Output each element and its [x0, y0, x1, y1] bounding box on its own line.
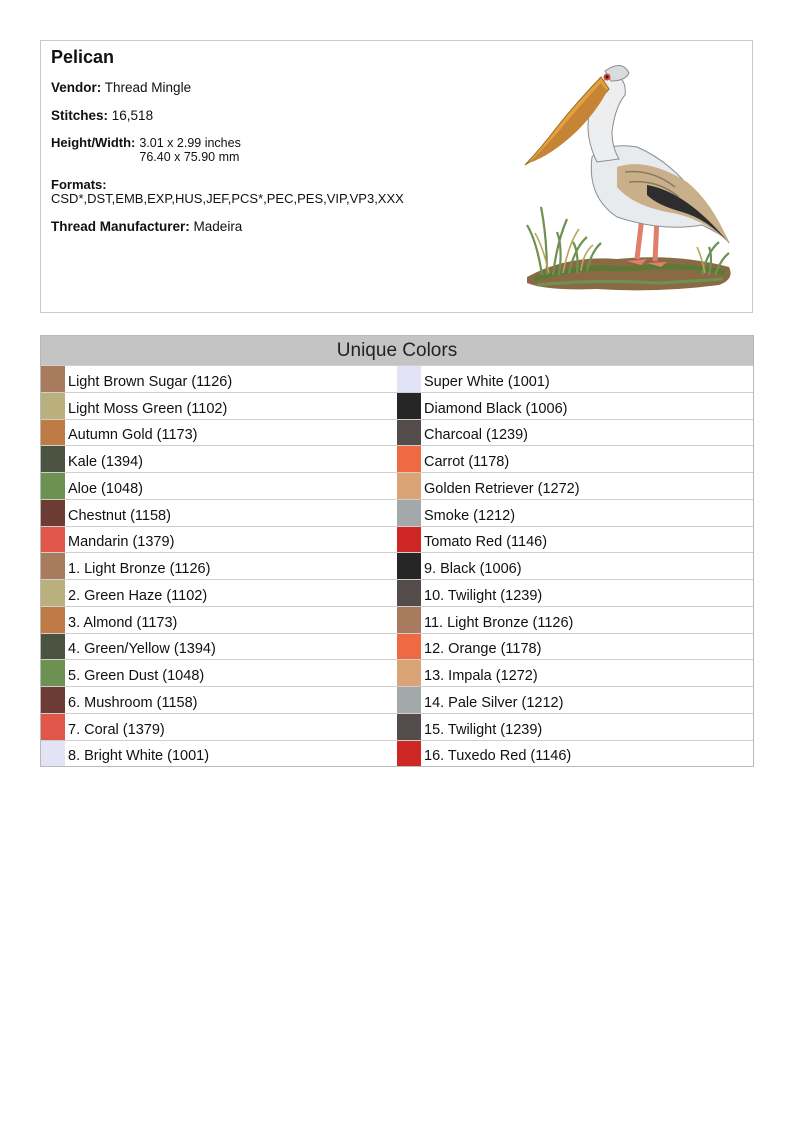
- color-row: [397, 499, 753, 526]
- color-swatch: [41, 660, 65, 686]
- color-name: 13. Impala (1272): [424, 668, 538, 685]
- color-row: [41, 606, 397, 633]
- stitches-field: [51, 108, 491, 124]
- colors-grid: [41, 365, 753, 766]
- color-swatch: [397, 607, 421, 633]
- color-swatch: [41, 473, 65, 499]
- color-name: Golden Retriever (1272): [424, 480, 580, 497]
- color-swatch: [397, 500, 421, 526]
- color-swatch: [41, 580, 65, 606]
- vendor-field: [51, 80, 491, 96]
- color-name: 16. Tuxedo Red (1146): [424, 748, 572, 765]
- color-swatch: [41, 393, 65, 419]
- color-name: 6. Mushroom (1158): [68, 694, 198, 711]
- color-row: [397, 633, 753, 660]
- color-swatch: [397, 687, 421, 713]
- thread-manufacturer-label: Thread Manufacturer:: [51, 219, 190, 234]
- color-row: [41, 633, 397, 660]
- color-name: 11. Light Bronze (1126): [424, 614, 574, 631]
- color-row: [41, 472, 397, 499]
- thread-manufacturer-field: [51, 219, 491, 235]
- color-name: Light Moss Green (1102): [68, 400, 228, 417]
- color-row: [397, 740, 753, 767]
- color-name: Light Brown Sugar (1126): [68, 373, 233, 390]
- color-row: [397, 472, 753, 499]
- color-name: Aloe (1048): [68, 480, 143, 497]
- colors-column-left: [41, 365, 397, 766]
- color-row: [41, 392, 397, 419]
- color-swatch: [41, 607, 65, 633]
- color-row: [397, 579, 753, 606]
- color-row: [41, 686, 397, 713]
- color-name: 14. Pale Silver (1212): [424, 694, 564, 711]
- color-name: 7. Coral (1379): [68, 721, 165, 738]
- color-name: Diamond Black (1006): [424, 400, 568, 417]
- color-swatch: [41, 714, 65, 740]
- color-name: 15. Twilight (1239): [424, 721, 543, 738]
- vendor-label: Vendor:: [51, 80, 102, 95]
- formats-field: [51, 178, 491, 206]
- design-info-box: [40, 40, 753, 313]
- height-width-values: [139, 136, 240, 164]
- color-swatch: [41, 687, 65, 713]
- formats-value: CSD*,DST,EMB,EXP,HUS,JEF,PCS*,PEC,PES,VIP,VP3,XXX: [51, 191, 404, 206]
- color-name: Tomato Red (1146): [424, 534, 548, 551]
- color-swatch: [397, 420, 421, 446]
- color-swatch: [41, 366, 65, 392]
- formats-label: Formats:: [51, 177, 107, 192]
- colors-column-right: [397, 365, 753, 766]
- design-title: Pelican: [51, 47, 115, 67]
- color-name: 3. Almond (1173): [68, 614, 178, 631]
- color-swatch: [397, 553, 421, 579]
- height-width-field: [51, 136, 491, 164]
- color-name: Autumn Gold (1173): [68, 427, 198, 444]
- unique-colors-table: [40, 335, 754, 767]
- color-row: [397, 445, 753, 472]
- color-name: Mandarin (1379): [68, 534, 175, 551]
- color-name: Charcoal (1239): [424, 427, 528, 444]
- color-row: [397, 392, 753, 419]
- color-swatch: [397, 634, 421, 660]
- color-swatch: [397, 741, 421, 767]
- color-row: [397, 419, 753, 446]
- color-name: 5. Green Dust (1048): [68, 668, 205, 685]
- color-row: [41, 445, 397, 472]
- color-row: [397, 552, 753, 579]
- height-width-label: Height/Width:: [51, 135, 136, 150]
- color-row: [397, 526, 753, 553]
- color-swatch: [397, 660, 421, 686]
- thread-manufacturer-value: Madeira: [193, 219, 243, 234]
- color-swatch: [397, 580, 421, 606]
- color-name: 8. Bright White (1001): [68, 748, 210, 765]
- color-swatch: [41, 553, 65, 579]
- color-row: [41, 365, 397, 392]
- color-row: [397, 365, 753, 392]
- color-name: Carrot (1178): [424, 454, 510, 471]
- color-swatch: [41, 420, 65, 446]
- color-row: [397, 659, 753, 686]
- color-name: 10. Twilight (1239): [424, 587, 543, 604]
- color-swatch: [397, 366, 421, 392]
- size-inches: 3.01 x 2.99 inches: [139, 136, 241, 150]
- color-row: [41, 552, 397, 579]
- color-swatch: [41, 500, 65, 526]
- color-name: Kale (1394): [68, 454, 143, 471]
- color-row: [41, 740, 397, 767]
- color-row: [41, 579, 397, 606]
- color-name: 4. Green/Yellow (1394): [68, 641, 216, 658]
- color-row: [397, 606, 753, 633]
- color-name: Smoke (1212): [424, 507, 516, 524]
- color-swatch: [397, 473, 421, 499]
- color-name: Chestnut (1158): [68, 507, 171, 524]
- color-swatch: [41, 634, 65, 660]
- stitches-label: Stitches:: [51, 108, 109, 123]
- color-swatch: [397, 393, 421, 419]
- vendor-value: Thread Mingle: [104, 80, 192, 95]
- design-details: [51, 45, 491, 247]
- color-row: [41, 713, 397, 740]
- color-row: [41, 499, 397, 526]
- color-row: [41, 659, 397, 686]
- color-name: 1. Light Bronze (1126): [68, 561, 211, 578]
- pelican-image: [497, 47, 747, 307]
- color-swatch: [41, 741, 65, 767]
- unique-colors-header: Unique Colors: [41, 336, 753, 365]
- stitches-value: 16,518: [111, 108, 154, 123]
- color-name: 2. Green Haze (1102): [68, 587, 208, 604]
- color-swatch: [397, 714, 421, 740]
- color-row: [397, 686, 753, 713]
- color-swatch: [41, 527, 65, 553]
- color-swatch: [41, 446, 65, 472]
- color-swatch: [397, 446, 421, 472]
- color-name: Super White (1001): [424, 373, 550, 390]
- color-name: 9. Black (1006): [424, 561, 522, 578]
- color-swatch: [397, 527, 421, 553]
- color-row: [397, 713, 753, 740]
- color-row: [41, 419, 397, 446]
- color-row: [41, 526, 397, 553]
- size-mm: 76.40 x 75.90 mm: [139, 150, 240, 164]
- color-name: 12. Orange (1178): [424, 641, 542, 658]
